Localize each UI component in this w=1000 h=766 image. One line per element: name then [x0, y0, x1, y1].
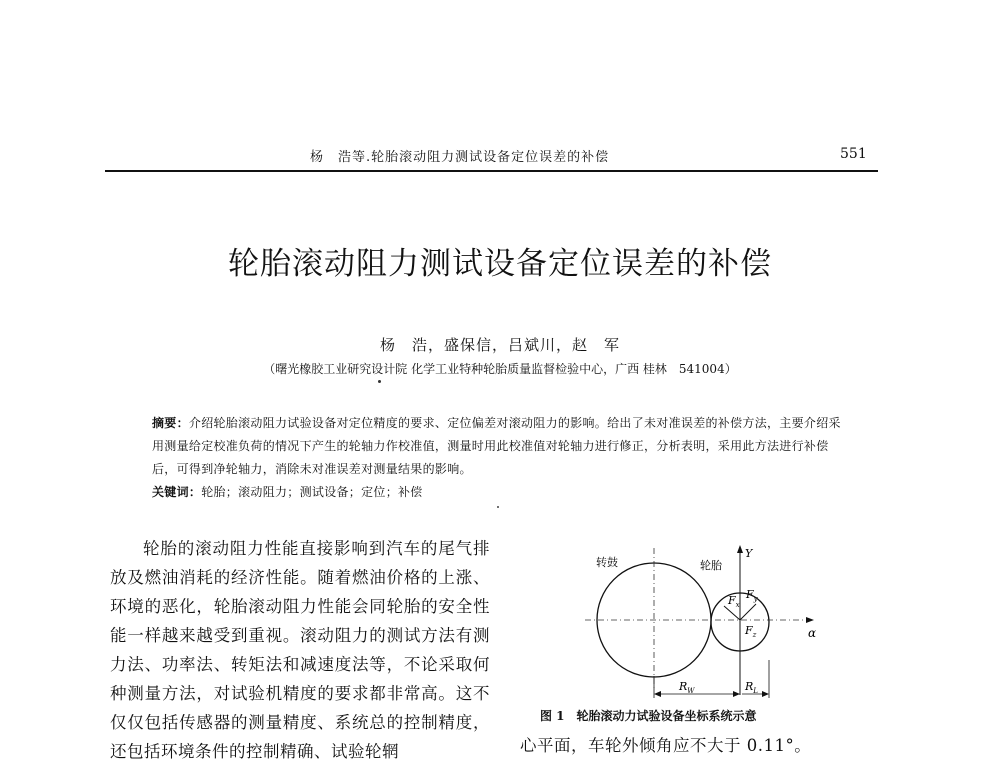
affiliation: （曙光橡胶工业研究设计院 化学工业特种轮胎质量监督检验中心，广西 桂林 541004） [263, 362, 737, 376]
svg-text:Fy [745, 588, 759, 603]
fy-subscript: y [753, 595, 758, 603]
page-number: 551 [840, 146, 867, 162]
fx-subscript: x [735, 601, 740, 609]
abstract-label: 摘要： [152, 416, 189, 430]
fz-label: F [745, 624, 753, 637]
svg-text:RL [744, 680, 758, 695]
fz-subscript: z [752, 631, 757, 639]
y-axis-label: Y [745, 547, 753, 560]
tire-label: 轮胎 [700, 559, 722, 572]
fy-arrow [740, 604, 756, 620]
svg-text:Fx [727, 594, 740, 609]
rw-subscript: W [687, 687, 695, 695]
svg-text:Fz [744, 624, 757, 639]
fx-label: F [728, 594, 736, 607]
abstract [152, 412, 842, 504]
running-header: 杨 浩等.轮胎滚动阻力测试设备定位误差的补偿 [310, 150, 610, 165]
fy-label: F [746, 588, 754, 601]
figure-caption: 图 1 轮胎滚动力试验设备坐标系统示意 [540, 709, 757, 723]
authors: 杨 浩，盛保信，吕斌川，赵 军 [379, 336, 620, 354]
keywords-label: 关键词： [152, 485, 202, 499]
rw-dimension-arrow [733, 691, 740, 697]
drum-label: 转鼓 [596, 556, 618, 569]
rl-label: R [745, 680, 754, 693]
speck-mark [497, 506, 499, 508]
figure-1-diagram [545, 540, 845, 710]
svg-text:RW [678, 680, 695, 695]
rw-dimension-arrow [654, 691, 661, 697]
abstract-text: 介绍轮胎滚动阻力试验设备对定位精度的要求、定位偏差对滚动阻力的影响。给出了未对准误差的补偿方法，主要介绍采用测量给定校准负荷的情况下产生的轮轴力作校准值，测量时用此校准值对轮轴力进行修正，分析表明，采用此方法进行补偿后，可得到净轮轴力，消除未对准误差对测量结果的影响。 [152, 416, 841, 476]
body-left-column [110, 534, 490, 766]
x-axis-label: α [808, 626, 817, 640]
body-paragraph: 轮胎的滚动阻力性能直接影响到汽车的尾气排放及燃油消耗的经济性能。随着燃油价格的上涨、环境的恶化，轮胎滚动阻力性能会同轮胎的安全性能一样越来越受到重视。滚动阻力的测试方法有测力法、功率法、转矩法和减速度法等，不论采取何种测量方法，对试验机精度的要求都非常高。这不仅仅包括传感器的测量精度、系统总的控制精度，还包括环境条件的控制精确、试验轮辋 [110, 539, 490, 761]
rw-label: R [679, 680, 688, 693]
paper-title: 轮胎滚动阻力测试设备定位误差的补偿 [228, 246, 772, 282]
rl-subscript: L [753, 687, 758, 695]
header-rule [105, 170, 878, 172]
rl-dimension-arrow [762, 691, 769, 697]
body-right-column: 心平面，车轮外倾角应不大于 0.11°。 [520, 736, 812, 755]
speck-mark [378, 380, 381, 383]
y-axis-arrow [737, 545, 743, 553]
x-axis-arrow [806, 617, 814, 623]
keywords-text: 轮胎；滚动阻力；测试设备；定位；补偿 [201, 485, 423, 499]
